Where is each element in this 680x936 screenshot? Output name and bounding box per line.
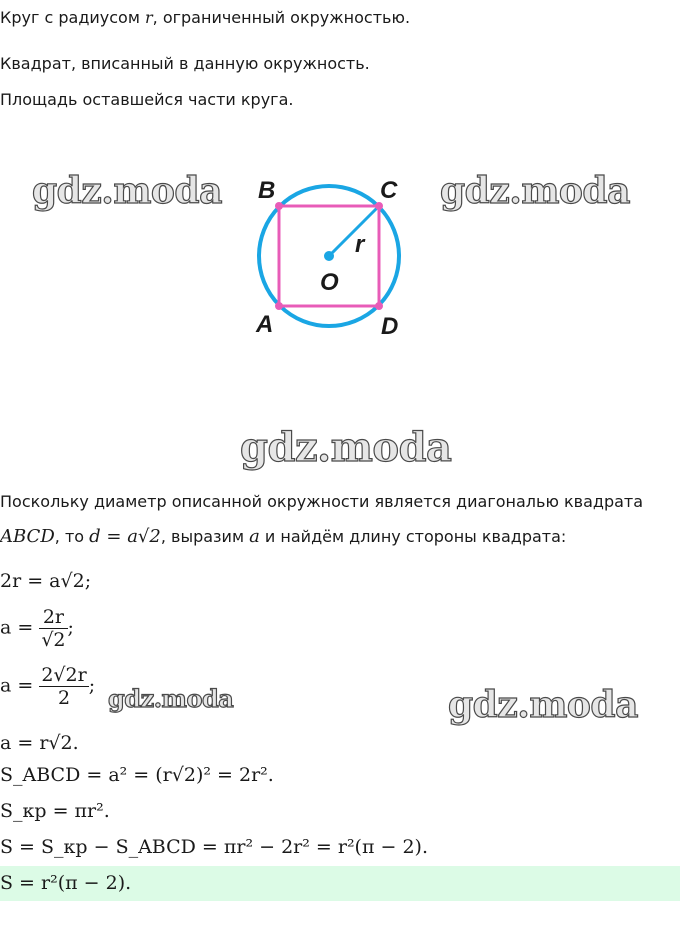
step-2-denominator: √2 bbox=[41, 629, 66, 651]
step-2-numerator: 2r bbox=[42, 606, 65, 628]
solution-intro-2 bbox=[0, 526, 566, 547]
step-3-denominator: 2 bbox=[39, 686, 88, 709]
problem-line-3: Площадь оставшейся части круга. bbox=[0, 90, 294, 109]
watermark-inline: gdz.moda bbox=[108, 684, 234, 713]
problem-line-1 bbox=[0, 8, 410, 27]
answer: S = r²(π − 2). bbox=[0, 872, 132, 894]
vertex-b-point bbox=[275, 202, 283, 210]
problem-line-1-end: , ограниченный окружностью. bbox=[152, 8, 411, 27]
step-5: S_ABCD = a² = (r√2)² = 2r². bbox=[0, 764, 274, 786]
step-4: a = r√2. bbox=[0, 732, 79, 754]
step-2-fraction bbox=[39, 606, 67, 651]
step-2-lhs: a = bbox=[0, 616, 40, 639]
step-2-end: ; bbox=[67, 616, 74, 639]
label-c: C bbox=[380, 177, 398, 204]
step-6: S_кр = πr². bbox=[0, 800, 110, 822]
side-variable: a bbox=[249, 526, 260, 547]
diagonal-formula: d = a√2 bbox=[89, 526, 161, 547]
label-d: D bbox=[381, 313, 399, 340]
label-a: A bbox=[256, 311, 274, 338]
intro-connector: , то bbox=[54, 527, 90, 546]
vertex-a-point bbox=[275, 302, 283, 310]
step-3-fraction bbox=[39, 664, 88, 709]
square-name: ABCD bbox=[0, 526, 55, 547]
watermark-left: gdz.moda bbox=[32, 170, 222, 212]
step-1: 2r = a√2; bbox=[0, 570, 92, 592]
step-3-numerator: 2√2r bbox=[41, 664, 87, 686]
label-b: B bbox=[258, 177, 276, 204]
step-3-lhs: a = bbox=[0, 674, 40, 697]
watermark-center: gdz.moda bbox=[240, 424, 452, 471]
step-7: S = S_кр − S_ABCD = πr² − 2r² = r²(π − 2). bbox=[0, 836, 429, 858]
vertex-d-point bbox=[375, 302, 383, 310]
label-o: O bbox=[320, 269, 339, 296]
step-3-end: ; bbox=[88, 674, 96, 697]
watermark-right: gdz.moda bbox=[440, 170, 630, 212]
step-3 bbox=[0, 664, 95, 709]
radius-variable: r bbox=[145, 8, 153, 27]
solution-intro-1: Поскольку диаметр описанной окружности является диагональю квадрата bbox=[0, 492, 644, 511]
label-r: r bbox=[355, 231, 365, 258]
step-2 bbox=[0, 606, 74, 651]
problem-line-1-text: Круг с радиусом bbox=[0, 8, 145, 27]
problem-line-2: Квадрат, вписанный в данную окружность. bbox=[0, 54, 370, 73]
center-point bbox=[324, 251, 334, 261]
intro-express: , выразим bbox=[160, 527, 250, 546]
watermark-right-lower: gdz.moda bbox=[448, 684, 638, 726]
intro-end: и найдём длину стороны квадрата: bbox=[259, 527, 567, 546]
radius-segment bbox=[329, 206, 379, 256]
circle-square-figure bbox=[250, 170, 420, 345]
